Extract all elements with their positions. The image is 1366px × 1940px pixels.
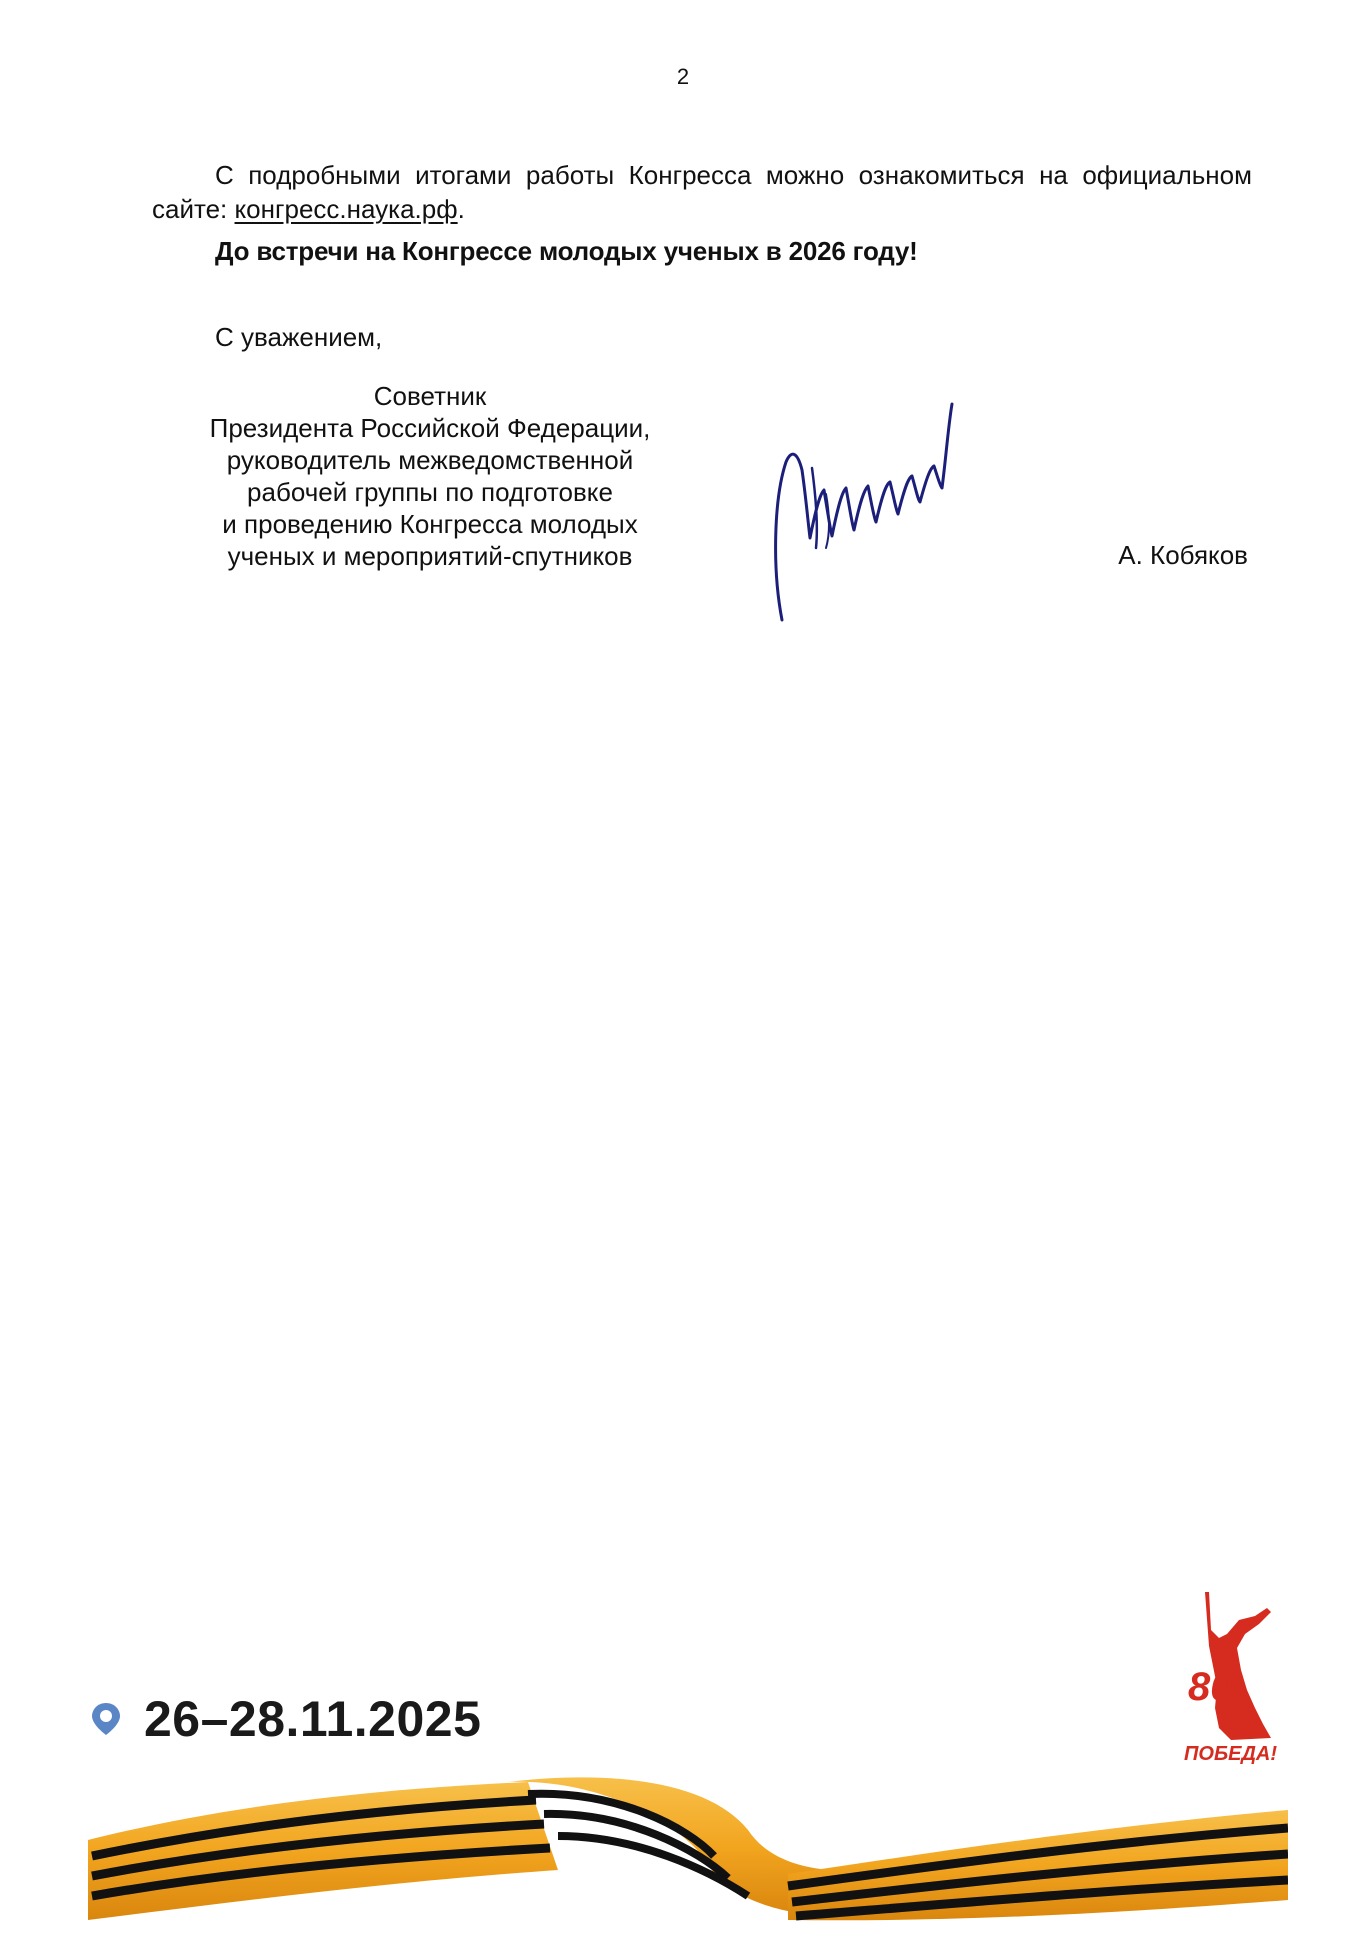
closing-greeting: До встречи на Конгрессе молодых ученых в 2026 году! bbox=[215, 236, 918, 266]
signer-title-line: Президента Российской Федерации, bbox=[209, 413, 651, 443]
handwritten-signature bbox=[768, 398, 988, 628]
regards-line: С уважением, bbox=[215, 322, 383, 352]
paragraph-text: С подробными итогами работы Конгресса можно ознакомиться на официальном сайте: bbox=[152, 160, 1252, 224]
signer-title-line: и проведению Конгресса молодых bbox=[222, 509, 638, 539]
page-number: 2 bbox=[676, 64, 690, 89]
signer-title-line: Советник bbox=[373, 381, 487, 411]
location-pin-icon bbox=[88, 1701, 124, 1737]
paragraph-end: . bbox=[457, 194, 465, 224]
signer-title bbox=[180, 380, 680, 572]
website-link[interactable]: конгресс.наука.рф bbox=[234, 194, 458, 224]
signer-title-line: ученых и мероприятий-спутников bbox=[227, 541, 633, 571]
event-date bbox=[88, 1690, 481, 1748]
signer-title-line: руководитель межведомственной bbox=[226, 445, 634, 475]
body-paragraph bbox=[152, 158, 1252, 226]
signer-name: А. Кобяков bbox=[1118, 540, 1248, 570]
victory-anniversary-number: 80 bbox=[1188, 1665, 1233, 1709]
victory-word: ПОБЕДА! bbox=[1184, 1743, 1277, 1765]
signer-title-line: рабочей группы по подготовке bbox=[247, 477, 613, 507]
st-george-ribbon bbox=[88, 1770, 1288, 1930]
event-date-text: 26–28.11.2025 bbox=[144, 1691, 482, 1747]
